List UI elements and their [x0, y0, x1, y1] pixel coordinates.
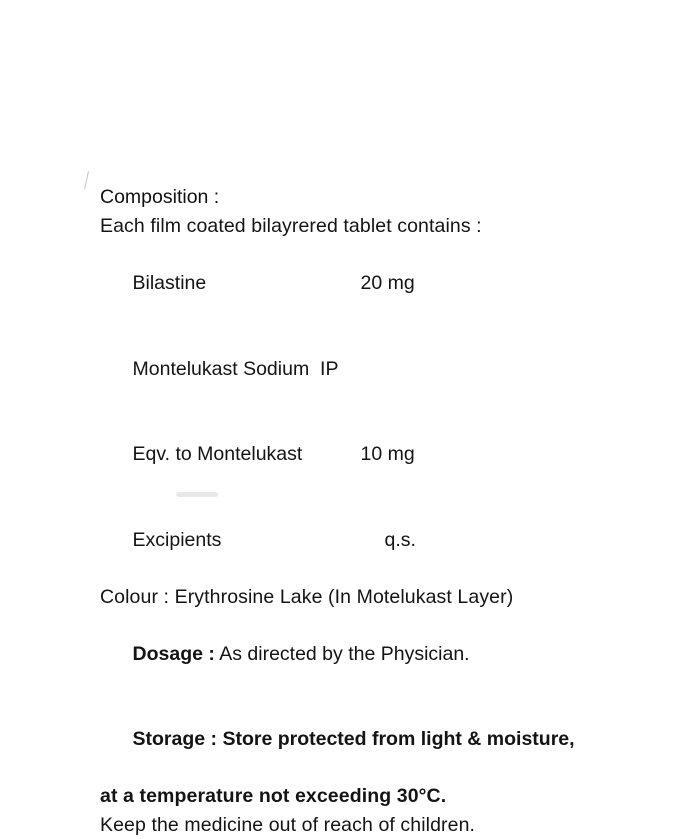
ingredient-value: 10 mg	[361, 440, 415, 469]
ingredient-row	[100, 497, 620, 583]
storage-value-line-1: Store protected from light & moisture,	[222, 728, 574, 750]
storage-label: Storage :	[133, 728, 218, 750]
ingredient-row	[100, 326, 620, 412]
ingredient-value: 20 mg	[361, 269, 415, 298]
print-smudge	[176, 492, 218, 497]
keep-out-of-reach-line: Keep the medicine out of reach of children.	[100, 811, 620, 839]
ingredient-row	[100, 241, 620, 327]
ingredient-name: Bilastine	[133, 269, 361, 298]
storage-value-line-2: at a temperature not exceeding 30°C.	[100, 782, 620, 811]
dosage-line	[100, 611, 620, 697]
colour-line: Colour : Erythrosine Lake (In Motelukast Layer)	[100, 583, 620, 612]
dosage-label: Dosage :	[133, 643, 215, 665]
ingredient-row	[100, 412, 620, 498]
dosage-value: As directed by the Physician.	[219, 643, 469, 665]
ingredient-name: Montelukast Sodium IP	[133, 355, 339, 384]
composition-label-text	[100, 182, 620, 839]
ingredient-value: q.s.	[385, 526, 416, 555]
storage-line	[100, 697, 620, 783]
contains-line: Each film coated bilayrered tablet contains :	[100, 212, 620, 241]
ingredient-name: Eqv. to Montelukast	[133, 440, 361, 469]
stray-pen-mark	[84, 171, 99, 191]
composition-heading: Composition :	[100, 182, 620, 212]
ingredient-name: Excipients	[133, 526, 385, 555]
